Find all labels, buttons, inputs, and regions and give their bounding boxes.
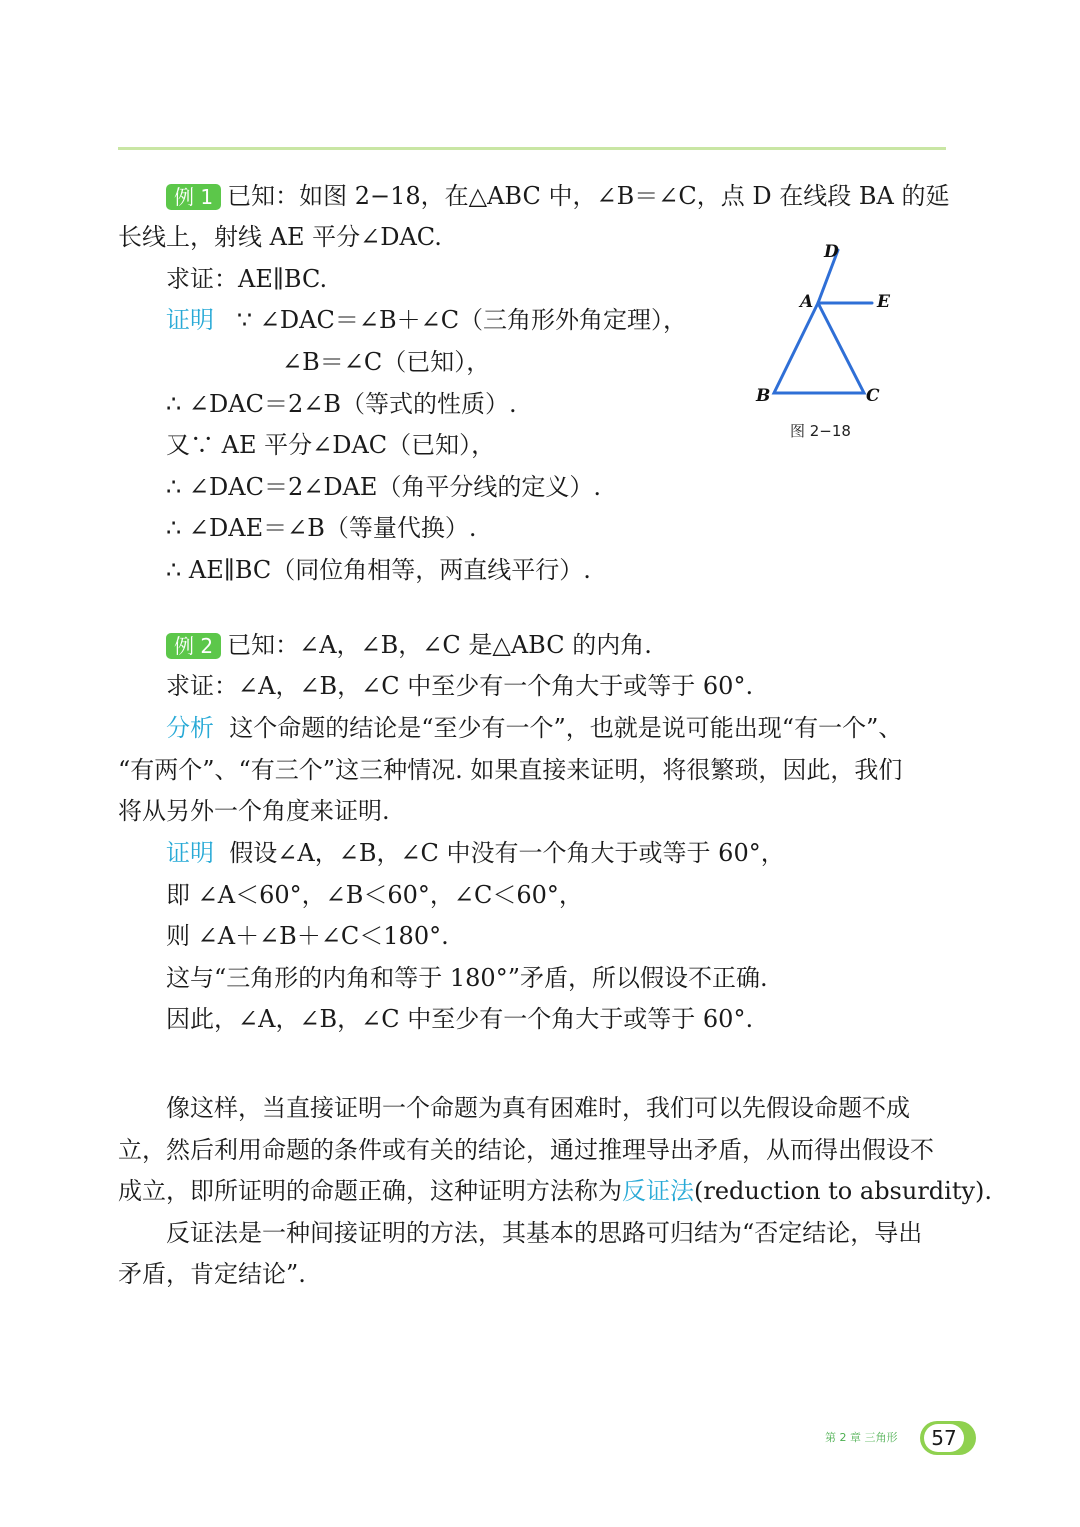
summary-p1-line2: 立，然后利用命题的条件或有关的结论，通过推理导出矛盾，从而得出假设不 xyxy=(118,1136,934,1164)
page-number-badge xyxy=(920,1421,976,1455)
figure-caption: 图 2−18 xyxy=(790,422,851,440)
example1-proof-line2: ∠B＝∠C（已知）， xyxy=(282,348,491,376)
triangle-ABC xyxy=(774,303,864,393)
example2-proof-line3: 则 ∠A＋∠B＋∠C＜180°. xyxy=(166,922,449,950)
example1-proof-line5: ∴ ∠DAC＝2∠DAE（角平分线的定义）. xyxy=(166,473,602,501)
summary-p2-line2: 矛盾，肯定结论”. xyxy=(118,1260,306,1288)
example2-analysis-line2: “有两个”、“有三个”这三种情况. 如果直接来证明，将很繁琐，因此，我们 xyxy=(118,756,903,784)
label-D: D xyxy=(824,242,839,262)
term-reductio: 反证法 xyxy=(622,1177,694,1205)
proof-label: 证明 xyxy=(166,839,214,867)
example2-proof-line4: 这与“三角形的内角和等于 180°”矛盾，所以假设不正确. xyxy=(166,964,768,992)
example1-proof-line1: 证明 ∵ ∠DAC＝∠B＋∠C（三角形外角定理）， xyxy=(166,306,688,334)
example1-tag: 例 1 xyxy=(166,184,221,210)
proof-label: 证明 xyxy=(166,306,214,334)
example1-proof-line3: ∴ ∠DAC＝2∠B（等式的性质）. xyxy=(166,390,517,418)
page-number: 57 xyxy=(924,1424,964,1452)
example2-proof-line1: 证明 假设∠A，∠B，∠C 中没有一个角大于或等于 60°， xyxy=(166,839,785,867)
summary-p1-line1: 像这样，当直接证明一个命题为真有困难时，我们可以先假设命题不成 xyxy=(166,1094,910,1122)
example2-analysis-line3: 将从另外一个角度来证明. xyxy=(118,797,390,825)
label-E: E xyxy=(877,292,890,312)
example2-line1: 例 2 已知：∠A，∠B，∠C 是△ABC 的内角. xyxy=(166,629,652,661)
example2-prove: 求证：∠A，∠B，∠C 中至少有一个角大于或等于 60°. xyxy=(166,672,754,700)
example1-line2: 长线上，射线 AE 平分∠DAC. xyxy=(118,223,442,251)
chapter-label: 第 2 章 三角形 xyxy=(825,1431,898,1444)
summary-p2-line1: 反证法是一种间接证明的方法，其基本的思路可归结为“否定结论，导出 xyxy=(166,1219,923,1247)
analysis-label: 分析 xyxy=(166,714,214,742)
summary-p1-line3: 成立，即所证明的命题正确，这种证明方法称为反证法(reduction to absurdity). xyxy=(118,1177,993,1205)
example1-proof-line4: 又∵ AE 平分∠DAC（已知）， xyxy=(166,431,496,459)
example1-line1: 例 1 已知：如图 2−18，在△ABC 中，∠B＝∠C，点 D 在线段 BA 的延 xyxy=(166,180,949,212)
label-C: C xyxy=(866,386,880,406)
example2-tag: 例 2 xyxy=(166,633,221,659)
label-B: B xyxy=(756,386,771,406)
header-rule xyxy=(118,147,946,150)
example1-proof-line7: ∴ AE∥BC（同位角相等，两直线平行）. xyxy=(166,556,591,584)
example2-proof-line5: 因此，∠A，∠B，∠C 中至少有一个角大于或等于 60°. xyxy=(166,1005,754,1033)
example1-proof-line6: ∴ ∠DAE＝∠B（等量代换）. xyxy=(166,514,477,542)
triangle-figure xyxy=(740,235,910,450)
example2-proof-line2: 即 ∠A＜60°，∠B＜60°，∠C＜60°， xyxy=(166,881,583,909)
example1-prove: 求证：AE∥BC. xyxy=(166,265,328,293)
example2-analysis-line1: 分析 这个命题的结论是“至少有一个”，也就是说可能出现“有一个”、 xyxy=(166,714,903,742)
label-A: A xyxy=(800,292,814,312)
